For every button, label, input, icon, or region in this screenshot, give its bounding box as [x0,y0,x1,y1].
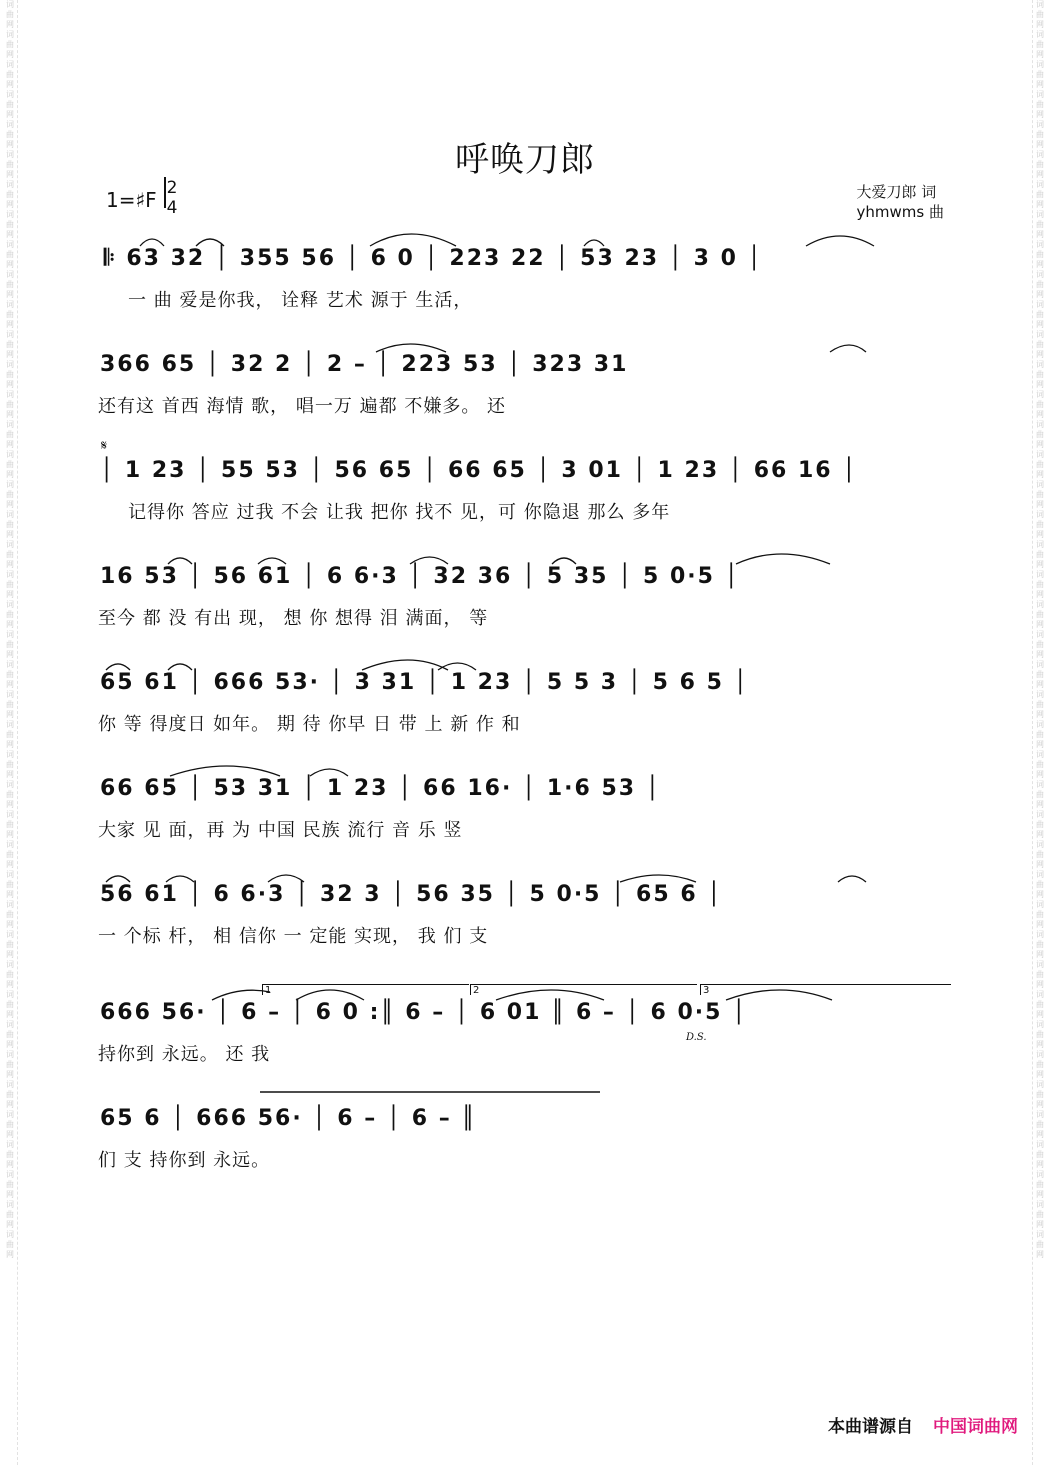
source-label: 本曲谱源自 [828,1417,913,1437]
time-signature-bottom: 4 [166,198,178,218]
notes-line: 65 61 │ 666 53· │ 3 31 │ 1 23 │ 5 5 3 │ 5 6 5 │ [100,670,749,695]
lyrics-line: 持你到 永远。 还 我 [98,1044,271,1065]
left-margin-watermark: 词曲网词曲网词曲网词曲网词曲网词曲网词曲网词曲网词曲网词曲网词曲网词曲网词曲网词曲网词曲网词曲网词曲网词曲网词曲网词曲网词曲网词曲网词曲网词曲网词曲网词曲网词曲网词曲网词曲网词曲网词曲网词曲网词曲网词曲网词曲网词曲网词曲网词曲网词曲网词曲网词曲网词曲网 [3,0,18,1465]
segno-sign: 𝄋 [101,438,108,454]
volta-2: 2 [470,984,697,995]
lyrics-line: 们 支 持你到 永远。 [98,1150,271,1171]
notes-line: 666 56· │ 6 – │ 6 0 :║ 6 – │ 6 01 ║ 6 – │ 6 0·5 │ [100,1000,748,1025]
dal-segno-mark: D.S. [686,1032,707,1043]
volta-1: 1 [262,984,469,995]
notes-line: 366 65 │ 32 2 │ 2 – │ 223 53 │ 323 31 [100,352,629,377]
notes-line: 56 61 │ 6 6·3 │ 32 3 │ 56 35 │ 5 0·5 │ 65 6 │ [100,882,723,907]
notes-line: 𝄆 63 32 │ 355 56 │ 6 0 │ 223 22 │ 53 23 │ 3 0 │ [104,246,763,271]
lyrics-line: 记得你 答应 过我 不会 让我 把你 找不 见，可 你隐退 那么 多年 [128,502,671,523]
composer-credit: yhmwms 曲 [856,203,944,221]
source-brand: 中国词曲网 [933,1417,1018,1437]
notes-line: 66 65 │ 53 31 │ 1 23 │ 66 16· │ 1·6 53 │ [100,776,662,801]
volta-3: 3 [700,984,951,995]
notes-line: │ 1 23 │ 55 53 │ 56 65 │ 66 65 │ 3 01 │ 1 23 │ 66 16 │ [100,458,858,483]
notes-line: 16 53 │ 56 61 │ 6 6·3 │ 32 36 │ 5 35 │ 5 0·5 │ [100,564,740,589]
lyrics-line: 一 曲 爱是你我， 诠释 艺术 源于 生活， [128,290,473,311]
song-title: 呼唤刀郎 [455,140,595,180]
lyrics-line: 一 个标 杆， 相 信你 一 定能 实现， 我 们 支 [98,926,489,947]
lyricist-credit: 大爱刀郎 词 [856,183,937,201]
lyrics-line: 你 等 得度日 如年。 期 待 你早 日 带 上 新 作 和 [98,714,521,735]
time-signature-top: 2 [166,178,178,198]
notes-line: 65 6 │ 666 56· │ 6 – │ 6 – ║ [100,1106,477,1131]
lyrics-line: 还有这 首西 海情 歌， 唱一万 遍都 不嫌多。 还 [98,396,507,417]
source-footer [828,1412,1018,1437]
right-margin-watermark: 词曲网词曲网词曲网词曲网词曲网词曲网词曲网词曲网词曲网词曲网词曲网词曲网词曲网词曲网词曲网词曲网词曲网词曲网词曲网词曲网词曲网词曲网词曲网词曲网词曲网词曲网词曲网词曲网词曲网词曲网词曲网词曲网词曲网词曲网词曲网词曲网词曲网词曲网词曲网词曲网词曲网词曲网 [1032,0,1047,1465]
key-signature: 1=♯F [106,188,157,212]
lyrics-line: 大家 见 面，再 为 中国 民族 流行 音 乐 竖 [98,820,463,841]
lyrics-line: 至今 都 没 有出 现， 想 你 想得 泪 满面， 等 [98,608,489,629]
